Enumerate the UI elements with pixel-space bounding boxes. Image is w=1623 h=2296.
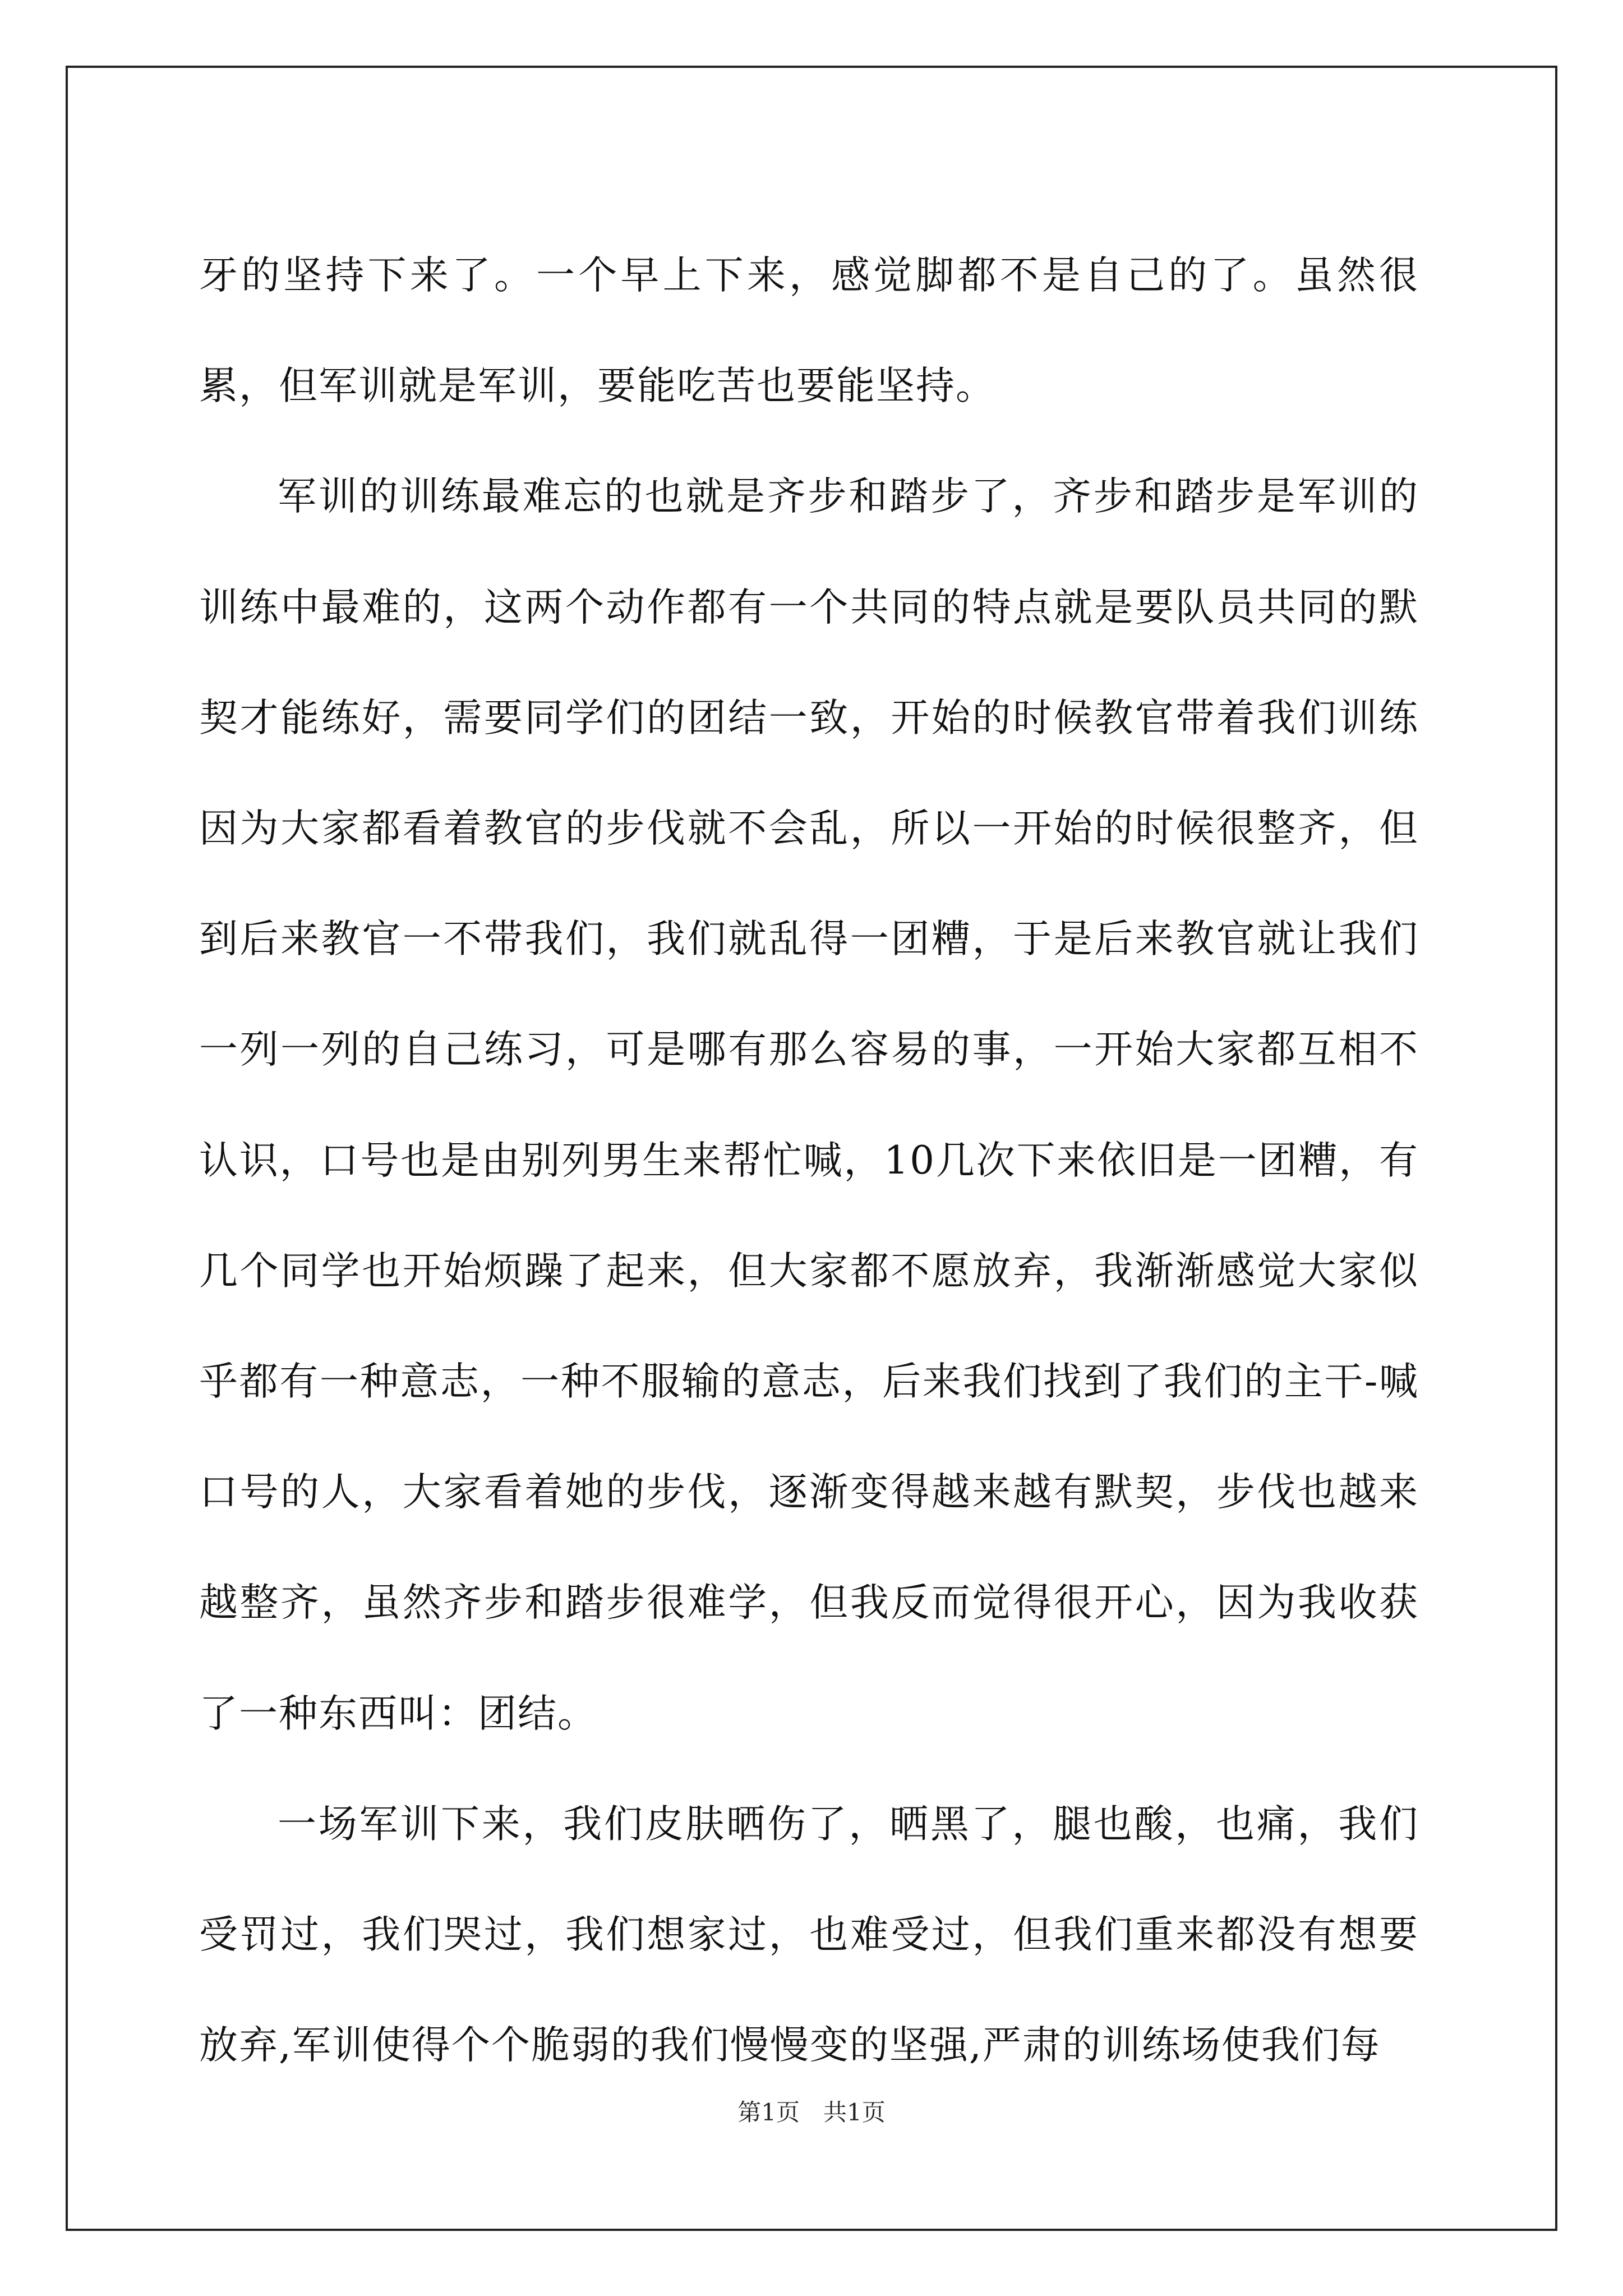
paragraph-3: 一场军训下来，我们皮肤晒伤了，晒黑了，腿也酸，也痛，我们受罚过，我们哭过，我们想家过，也难受过，但我们重来都没有想要放弃,军训使得个个脆弱的我们慢慢变的坚强,严肃的训练场使我们每 [199, 1801, 1419, 2068]
document-body [199, 220, 1419, 2101]
paragraph-2: 军训的训练最难忘的也就是齐步和踏步了，齐步和踏步是军训的训练中最难的，这两个动作都有一个共同的特点就是要队员共同的默契才能练好，需要同学们的团结一致，开始的时候教官带着我们训练因为大家都看着教官的步伐就不会乱，所以一开始的时候很整齐，但到后来教官一不带我们，我们就乱得一团糟，于是后来教官就让我们一列一列的自己练习，可是哪有那么容易的事，一开始大家都互相不认识，口号也是由别列男生来帮忙喊，10几次下来依旧是一团糟，有几个同学也开始烦躁了起来，但大家都不愿放弃，我渐渐感觉大家似乎都有一种意志，一种不服输的意志，后来我们找到了我们的主干-喊口号的人，大家看着她的步伐，逐渐变得越来越有默契，步伐也越来越整齐，虽然齐步和踏步很难学，但我反而觉得很开心，因为我收获了一种东西叫：团结。 [199, 474, 1419, 1736]
page-footer: 第1页 共1页 [737, 2099, 886, 2126]
paragraph-1: 牙的坚持下来了。一个早上下来，感觉脚都不是自己的了。虽然很累，但军训就是军训，要能吃苦也要能坚持。 [199, 253, 1419, 409]
